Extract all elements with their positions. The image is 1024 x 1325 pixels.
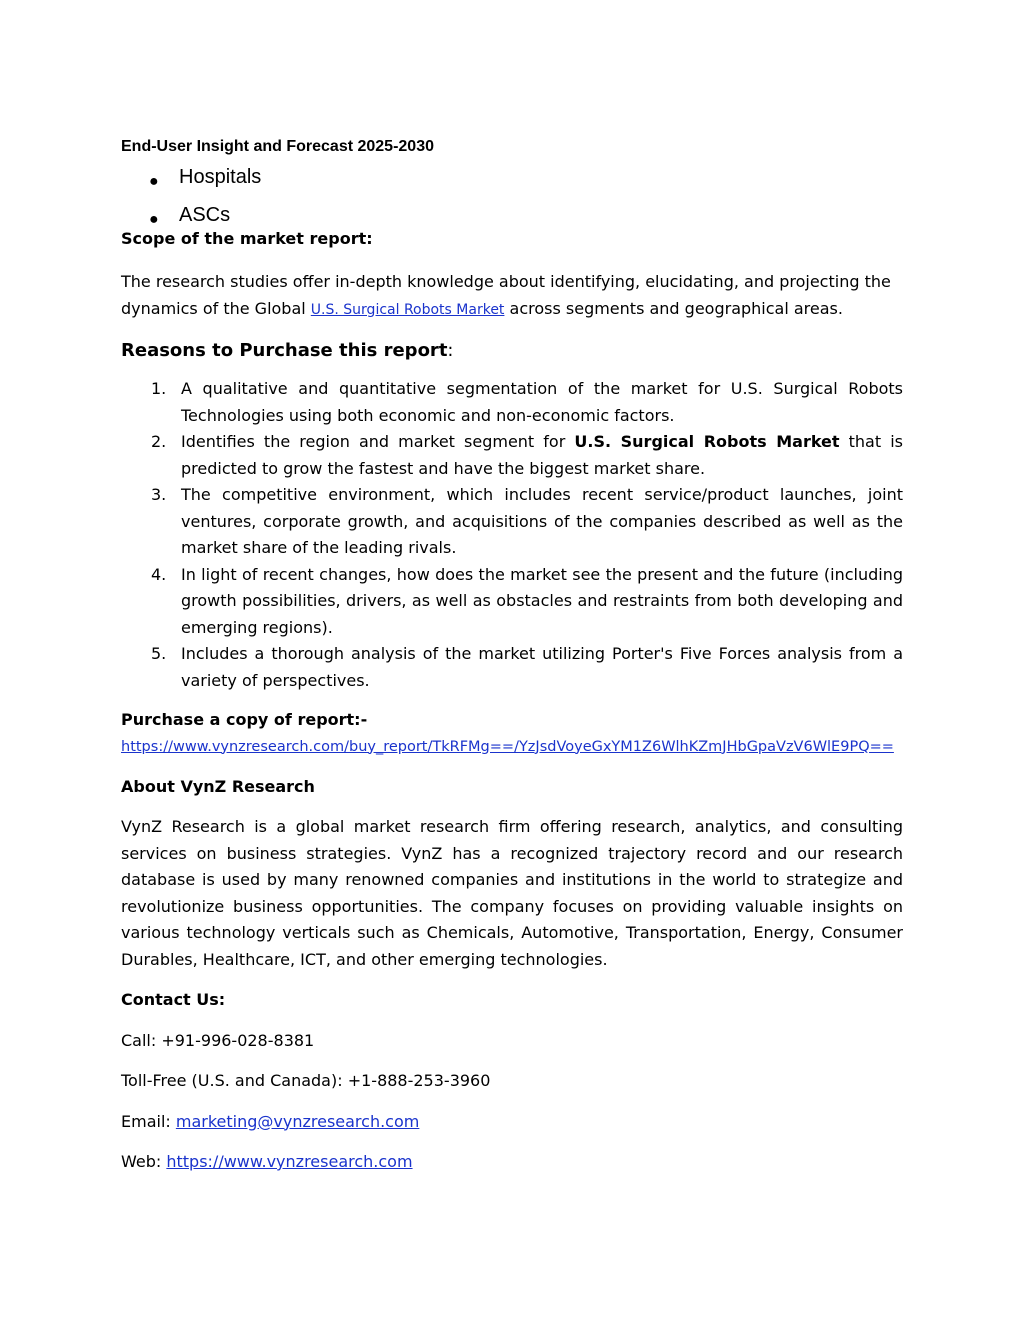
- scope-title: Scope of the market report:: [121, 229, 373, 248]
- about-paragraph: VynZ Research is a global market research firm offering research, analytics, and consulting services on business strategies. VynZ has a recognized trajectory record and our research database is used by many renowned companies and institutions in the world to strategize and revolutionize business opportunities. The company focuses on providing valuable insights on various technology verticals such as Chemicals, Automotive, Transportation, Energy, Consumer Durables, Healthcare, ICT, and other emerging technologies.: [121, 817, 903, 969]
- scope-text-before: The research studies offer in-depth knowledge about identifying, elucidating, and projecting the dynamics of the Global: [121, 272, 891, 318]
- bullet-icon: ●: [149, 211, 159, 228]
- document-content: [121, 136, 903, 1176]
- reasons-colon: :: [447, 340, 454, 361]
- list-number: 3.: [151, 485, 167, 504]
- list-item-label: Hospitals: [179, 166, 262, 188]
- purchase-title: Purchase a copy of report:-: [121, 710, 368, 729]
- list-item: [121, 429, 903, 482]
- contact-email-line: [121, 1109, 903, 1136]
- list-item: [121, 202, 903, 240]
- list-item: [121, 376, 903, 429]
- end-user-list: [121, 164, 903, 240]
- contact-title: Contact Us:: [121, 990, 226, 1009]
- list-number: 2.: [151, 432, 167, 451]
- list-item-text: The competitive environment, which includes recent service/product launches, joint ventures, corporate growth, and acquisitions of the companies described as well as the market share of the leading rivals.: [181, 485, 903, 557]
- contact-web-line: [121, 1149, 903, 1176]
- contact-call: Call: +91-996-028-8381: [121, 1030, 315, 1050]
- list-item-text: A qualitative and quantitative segmentation of the market for U.S. Surgical Robots Technologies using both economic and non-economic factors.: [181, 379, 903, 425]
- email-label: Email:: [121, 1111, 176, 1131]
- reasons-list: [121, 376, 903, 694]
- bullet-icon: ●: [149, 173, 159, 190]
- list-item-text: In light of recent changes, how does the market see the present and the future (including growth possibilities, drivers, as well as obstacles and restraints from both developing and emerging regions).: [181, 564, 903, 637]
- list-item-label: ASCs: [179, 204, 231, 226]
- purchase-link-line: [121, 734, 903, 760]
- about-title: About VynZ Research: [121, 776, 315, 796]
- scope-paragraph: [121, 269, 903, 323]
- web-link[interactable]: https://www.vynzresearch.com: [166, 1152, 413, 1171]
- market-link[interactable]: U.S. Surgical Robots Market: [310, 301, 505, 318]
- list-item-bold: U.S. Surgical Robots Market: [574, 432, 840, 451]
- scope-text-after: across segments and geographical areas.: [504, 298, 843, 318]
- list-item-text-after: that is predicted to grow the fastest and have the biggest market share.: [181, 432, 903, 478]
- reasons-heading: [121, 338, 903, 364]
- list-item: [121, 164, 903, 202]
- list-item: [121, 562, 903, 642]
- list-item: [121, 641, 903, 694]
- contact-toll-free: Toll-Free (U.S. and Canada): +1-888-253-3960: [121, 1071, 491, 1090]
- reasons-title: Reasons to Purchase this report: [121, 340, 448, 361]
- list-number: 5.: [151, 644, 167, 663]
- email-link[interactable]: marketing@vynzresearch.com: [175, 1111, 420, 1131]
- list-item: [121, 482, 903, 562]
- list-number: 4.: [151, 564, 167, 584]
- list-item-text: Includes a thorough analysis of the market utilizing Porter's Five Forces analysis from a variety of perspectives.: [181, 644, 903, 690]
- end-user-heading: End-User Insight and Forecast 2025-2030: [121, 138, 434, 155]
- purchase-link[interactable]: https://www.vynzresearch.com/buy_report/TkRFMg==/YzJsdVoyeGxYM1Z6WlhKZmJHbGpaVzV6WlE9PQ==: [121, 738, 894, 755]
- list-number: 1.: [151, 379, 167, 398]
- web-label: Web:: [121, 1152, 167, 1171]
- list-item-text-before: Identifies the region and market segment for: [181, 432, 575, 451]
